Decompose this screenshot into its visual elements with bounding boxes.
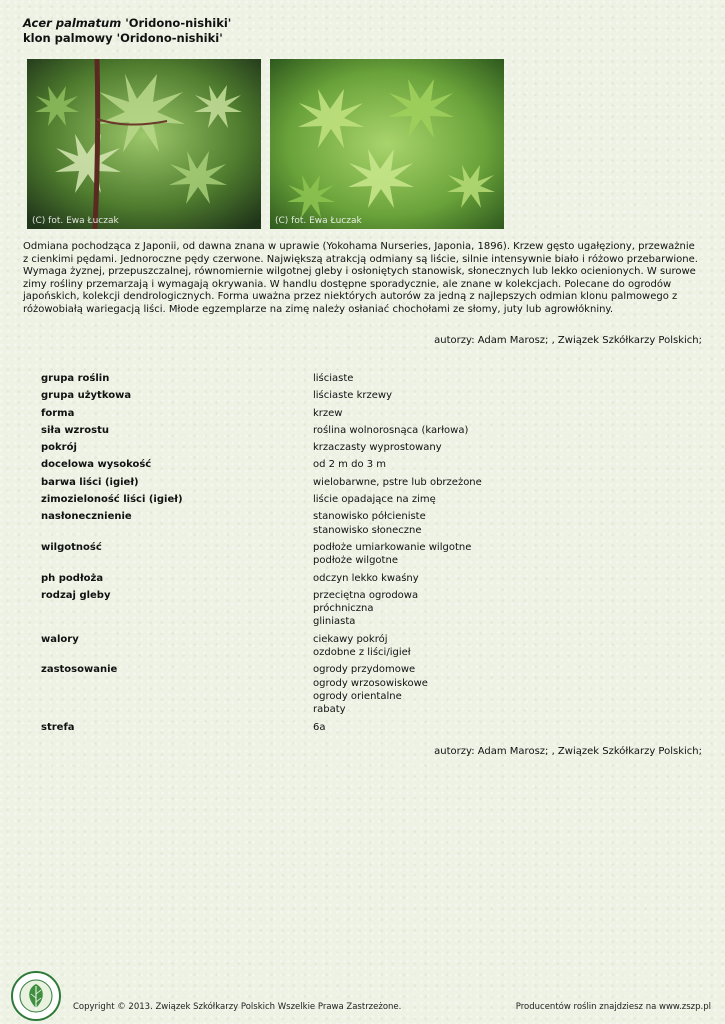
- attribute-value: ciekawy pokrój: [313, 633, 388, 645]
- attribute-row: [41, 589, 681, 629]
- attribute-row: [41, 510, 681, 537]
- plant-description: Odmiana pochodząca z Japonii, od dawna znana w uprawie (Yokohama Nurseries, Japonia, 1896). Krzew gęsto ugałęziony, przeważnie z cienkimi pędami. Jednoroczne pędy czerwone. Największą atrakcją odmiany są liście, silnie intensywnie biało i różowo przebarwione. Wymaga żyznej, przepuszczalnej, równomiernie wilgotnej gleby i osłoniętych stanowisk, słonecznych lub lekko ocienionych. W surowe zimy rośliny przemarzają i wymagają okrywania. W handlu dostępne sporadycznie, ale znane w kolekcjach. Polecane do ogrodów japońskich, kolekcji dendrologicznych. Forma uważna przez niektórych autorów za jedną z najlepszych odmian klonu palmowego z różowobiałą wariegacją liści. Młode egzemplarze na zimę należy osłaniać chochołami ze słomy, juty lub agrowłókniny.: [23, 241, 698, 315]
- attribute-value: odczyn lekko kwaśny: [313, 572, 419, 584]
- attribute-values: [313, 441, 442, 454]
- latin-name: Acer palmatum: [23, 16, 122, 30]
- attribute-value: ozdobne z liści/igieł: [313, 647, 411, 659]
- attribute-values: [313, 458, 386, 471]
- attribute-value: 6a: [313, 721, 326, 733]
- attribute-row: [41, 389, 681, 402]
- attribute-value: podłoże wilgotne: [313, 555, 398, 567]
- attribute-value: ogrody wrzosowiskowe: [313, 677, 428, 689]
- plant-title: [23, 16, 231, 46]
- copyright-text: Copyright © 2013. Związek Szkółkarzy Polskich Wszelkie Prawa Zastrzeżone.: [73, 1002, 402, 1012]
- attribute-value: ogrody przydomowe: [313, 664, 416, 676]
- plant-photo-1: [27, 59, 261, 229]
- attribute-value: próchniczna: [313, 603, 374, 615]
- attribute-name: wilgotność: [41, 541, 102, 553]
- attribute-row: [41, 476, 681, 489]
- attribute-value: od 2 m do 3 m: [313, 459, 387, 471]
- attribute-value: rabaty: [313, 704, 346, 716]
- attribute-value: liściaste krzewy: [313, 390, 393, 402]
- attributes-table: [41, 372, 681, 738]
- attribute-values: [313, 493, 436, 506]
- footer: [0, 998, 725, 1018]
- attribute-row: [41, 721, 681, 734]
- attribute-value: przeciętna ogrodowa: [313, 589, 419, 601]
- plant-photo-1-image: [27, 59, 261, 229]
- plant-latin-name-line: [23, 16, 231, 31]
- attribute-values: [313, 510, 426, 537]
- attribute-values: [313, 721, 326, 734]
- attribute-name: pokrój: [41, 442, 77, 454]
- attribute-name: nasłonecznienie: [41, 511, 132, 523]
- plant-photo-2-image: [270, 59, 504, 229]
- attribute-values: [313, 424, 468, 437]
- attribute-values: [313, 372, 353, 385]
- attribute-name: barwa liści (igieł): [41, 476, 139, 488]
- attribute-row: [41, 407, 681, 420]
- attribute-row: [41, 424, 681, 437]
- attribute-value: krzew: [313, 407, 343, 419]
- attribute-row: [41, 633, 681, 660]
- authors-line: autorzy: Adam Marosz; , Związek Szkółkarzy Polskich;: [434, 335, 702, 346]
- attribute-row: [41, 372, 681, 385]
- attribute-value: ogrody orientalne: [313, 690, 402, 702]
- attribute-name: rodzaj gleby: [41, 589, 111, 601]
- attribute-value: krzaczasty wyprostowany: [313, 442, 442, 454]
- attribute-value: stanowisko słoneczne: [313, 524, 422, 536]
- attribute-name: grupa roślin: [41, 373, 110, 384]
- photo-credit: (C) fot. Ewa Łuczak: [32, 216, 119, 226]
- attribute-row: [41, 493, 681, 506]
- attribute-value: gliniasta: [313, 616, 356, 628]
- attribute-value: podłoże umiarkowanie wilgotne: [313, 541, 472, 553]
- attribute-name: zastosowanie: [41, 664, 118, 676]
- authors-line-bottom: autorzy: Adam Marosz; , Związek Szkółkarzy Polskich;: [434, 746, 702, 757]
- attribute-name: strefa: [41, 721, 75, 733]
- attribute-row: [41, 663, 681, 716]
- attribute-values: [313, 572, 419, 585]
- attribute-values: [313, 663, 428, 716]
- attribute-row: [41, 441, 681, 454]
- attribute-value: liście opadające na zimę: [313, 494, 436, 506]
- attribute-row: [41, 458, 681, 471]
- attribute-value: liściaste: [313, 373, 354, 384]
- producers-link[interactable]: Producentów roślin znajdziesz na www.zszp.pl: [515, 1002, 711, 1012]
- attribute-name: forma: [41, 407, 75, 419]
- photo-credit: (C) fot. Ewa Łuczak: [275, 216, 362, 226]
- attribute-name: docelowa wysokość: [41, 459, 152, 471]
- attribute-name: ph podłoża: [41, 572, 104, 584]
- attribute-name: zimozieloność liści (igieł): [41, 494, 183, 506]
- attribute-row: [41, 541, 681, 568]
- attribute-row: [41, 572, 681, 585]
- attribute-values: [313, 589, 418, 629]
- attribute-name: siła wzrostu: [41, 424, 110, 436]
- attribute-name: walory: [41, 633, 79, 645]
- attribute-values: [313, 633, 411, 660]
- attribute-name: grupa użytkowa: [41, 390, 132, 402]
- plant-photo-2: [270, 59, 504, 229]
- attribute-value: wielobarwne, pstre lub obrzeżone: [313, 476, 482, 488]
- polish-name: klon palmowy 'Oridono-nishiki': [23, 31, 223, 45]
- attribute-values: [313, 476, 482, 489]
- attribute-values: [313, 407, 342, 420]
- attribute-value: stanowisko półcieniste: [313, 511, 426, 523]
- attribute-value: roślina wolnorosnąca (karłowa): [313, 424, 469, 436]
- attribute-values: [313, 389, 392, 402]
- attribute-values: [313, 541, 471, 568]
- cultivar-name: 'Oridono-nishiki': [121, 16, 232, 30]
